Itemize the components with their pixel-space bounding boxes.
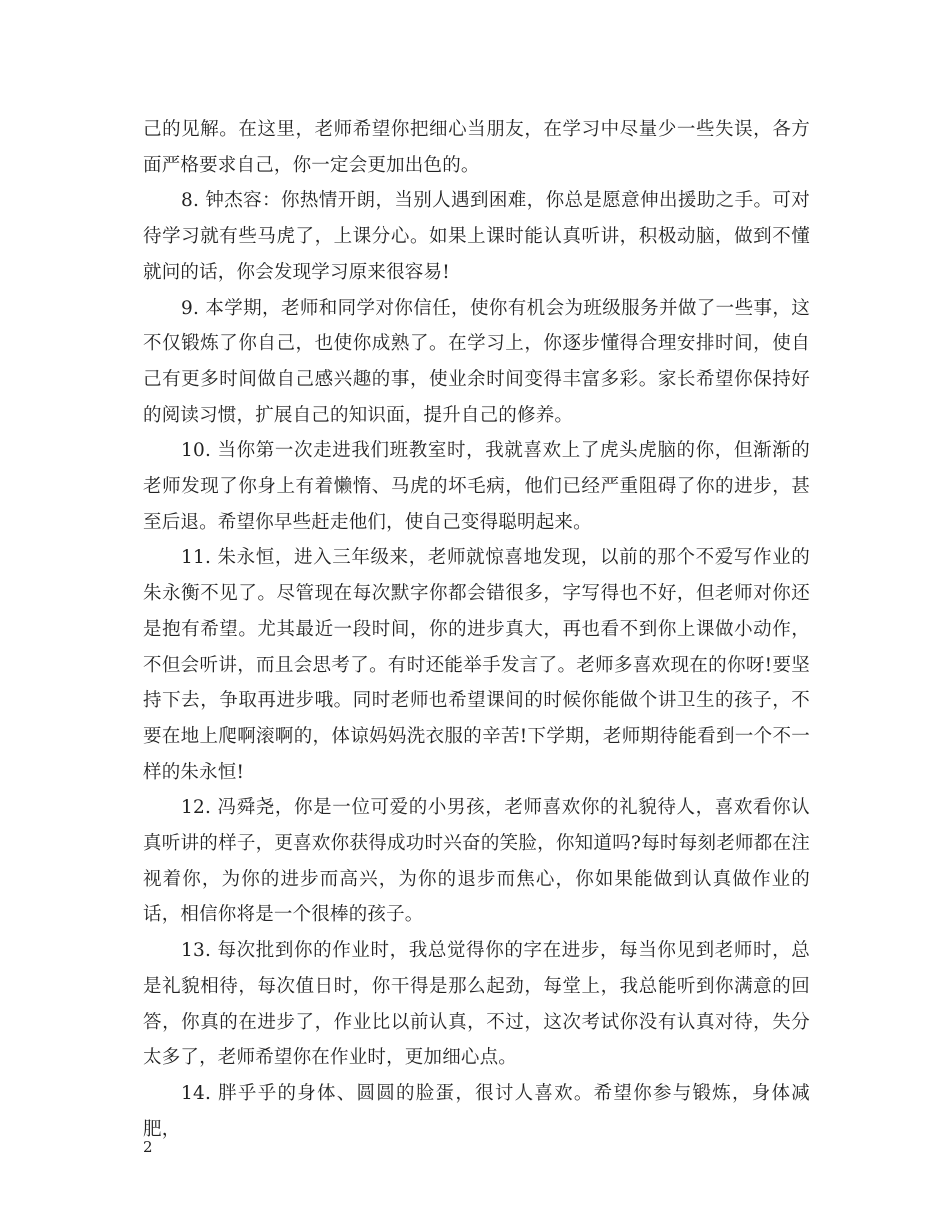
document-body <box>143 112 810 1147</box>
paragraph-item-13: 13. 每次批到你的作业时，我总觉得你的字在进步，每当你见到老师时，总是礼貌相待，每次值日时，你干得是那么起劲，每堂上，我总能听到你满意的回答，你真的在进步了，作业比以前认真，不过，这次考试你没有认真对待，失分太多了，老师希望你在作业时，更加细心点。 <box>143 940 810 1069</box>
paragraph-continuation: 己的见解。在这里，老师希望你把细心当朋友，在学习中尽量少一些失误，各方面严格要求自己，你一定会更加出色的。 <box>143 119 810 176</box>
page-number: 2 <box>143 1138 153 1156</box>
paragraph-item-12: 12. 冯舜尧，你是一位可爱的小男孩，老师喜欢你的礼貌待人，喜欢看你认真听讲的样子，更喜欢你获得成功时兴奋的笑脸，你知道吗?每时每刻老师都在注视着你，为你的进步而高兴，为你的退步而焦心，你如果能做到认真做作业的话，相信你将是一个很棒的孩子。 <box>143 797 810 926</box>
paragraph-item-11: 11. 朱永恒，进入三年级来，老师就惊喜地发现，以前的那个不爱写作业的朱永衡不见了。尽管现在每次默字你都会错很多，字写得也不好，但老师对你还是抱有希望。尤其最近一段时间，你的进步真大，再也看不到你上课做小动作，不但会听讲，而且会思考了。有时还能举手发言了。老师多喜欢现在的你呀!要坚持下去，争取再进步哦。同时老师也希望课间的时候你能做个讲卫生的孩子，不要在地上爬啊滚啊的，体谅妈妈洗衣服的辛苦!下学期，老师期待能看到一个不一样的朱永恒! <box>143 547 810 783</box>
paragraph-item-14: 14. 胖乎乎的身体、圆圆的脸蛋，很讨人喜欢。希望你参与锻炼，身体减肥， <box>143 1082 810 1140</box>
paragraph-item-9: 9. 本学期，老师和同学对你信任，使你有机会为班级服务并做了一些事，这不仅锻炼了你自己，也使你成熟了。在学习上，你逐步懂得合理安排时间，使自己有更多时间做自己感兴趣的事，使业余时间变得丰富多彩。家长希望你保持好的阅读习惯，扩展自己的知识面，提升自己的修养。 <box>143 297 810 426</box>
paragraph-item-8: 8. 钟杰容：你热情开朗，当别人遇到困难，你总是愿意伸出援助之手。可对待学习就有些马虎了，上课分心。如果上课时能认真听讲，积极动脑，做到不懂就问的话，你会发现学习原来很容易! <box>143 190 810 283</box>
paragraph-item-10: 10. 当你第一次走进我们班教室时，我就喜欢上了虎头虎脑的你，但渐渐的老师发现了你身上有着懒惰、马虎的坏毛病，他们已经严重阻碍了你的进步，甚至后退。希望你早些赶走他们，使自己变得聪明起来。 <box>143 440 810 533</box>
